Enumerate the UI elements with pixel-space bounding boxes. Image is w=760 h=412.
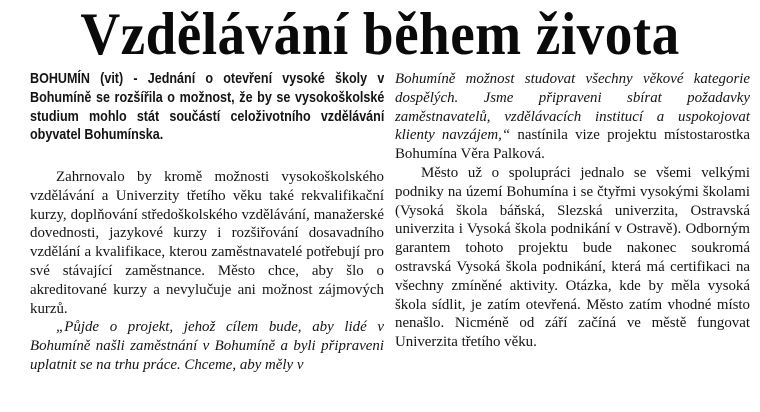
left-column bbox=[30, 70, 384, 375]
lead-text: Jednání o otevření vysoké školy v Bohumíně se rozšířila o možnost, že by se vysokoškolské studium mohlo stát součástí celoživotního vzdělávání obyvatel Bohumínska. bbox=[30, 71, 384, 144]
lead-paragraph bbox=[30, 70, 384, 145]
lead-wrapper bbox=[30, 70, 384, 166]
body-paragraph-1: Zahrnovalo by kromě možnosti vysokoškolského vzdělávání a Univerzity třetího věku také rekvalifikační kurzy, doplňování středoškolského vzdělávání, manažerské dovednosti, jazykové kurzy i rozšiřování dosavadního vzdělání a kvalifikace, kterou zaměstnavatelé potřebují pro své stávající zaměstnance. Město chce, aby šlo o akreditované kurzy a nevylučuje ani možnost zájmových kurzů. bbox=[30, 169, 384, 317]
article-headline: Vzdělávání během života bbox=[80, 1, 680, 67]
right-column bbox=[395, 70, 750, 352]
body-paragraph-2: Město už o spolupráci jednalo se všemi velkými podniky na území Bohumína i se čtyřmi vysokými školami (Vysoká škola báňská, Slezská univerzita, Ostravská univerzita i Vysoká škola podnikání v Ostravě). Odborným garantem tohoto projektu bude nakonec soukromá ostravská Vysoká škola podnikání, která má certifikaci na všechny zmíněné aktivity. Otázka, kde by měla vysoká škola sídlit, je zatím otevřená. Město zatím vhodné místo nenašlo. Nicméně od září začíná ve městě fungovat Univerzita třetího věku. bbox=[395, 164, 750, 351]
quote-attribution: nastínila vize projektu místostarostka Bohumína Věra Palková. bbox=[395, 127, 751, 163]
quote-continuation-text: Bohumíně možnost studovat všechny věkové kategorie dospělých. Jsme připraveni sbírat požadavky zaměstnavatelů, vzdělávacích institucí a uspokojovat klienty navzájem,“ bbox=[395, 71, 750, 144]
quote-paragraph: „Půjde o projekt, jehož cílem bude, aby lidé v Bohumíně našli zaměstnání v Bohumíně a byli připraveni uplatnit se na trhu práce. Chceme, aby měly v bbox=[30, 319, 384, 373]
quote-continuation bbox=[395, 70, 750, 164]
dateline: BOHUMÍN (vit) - bbox=[30, 71, 148, 87]
